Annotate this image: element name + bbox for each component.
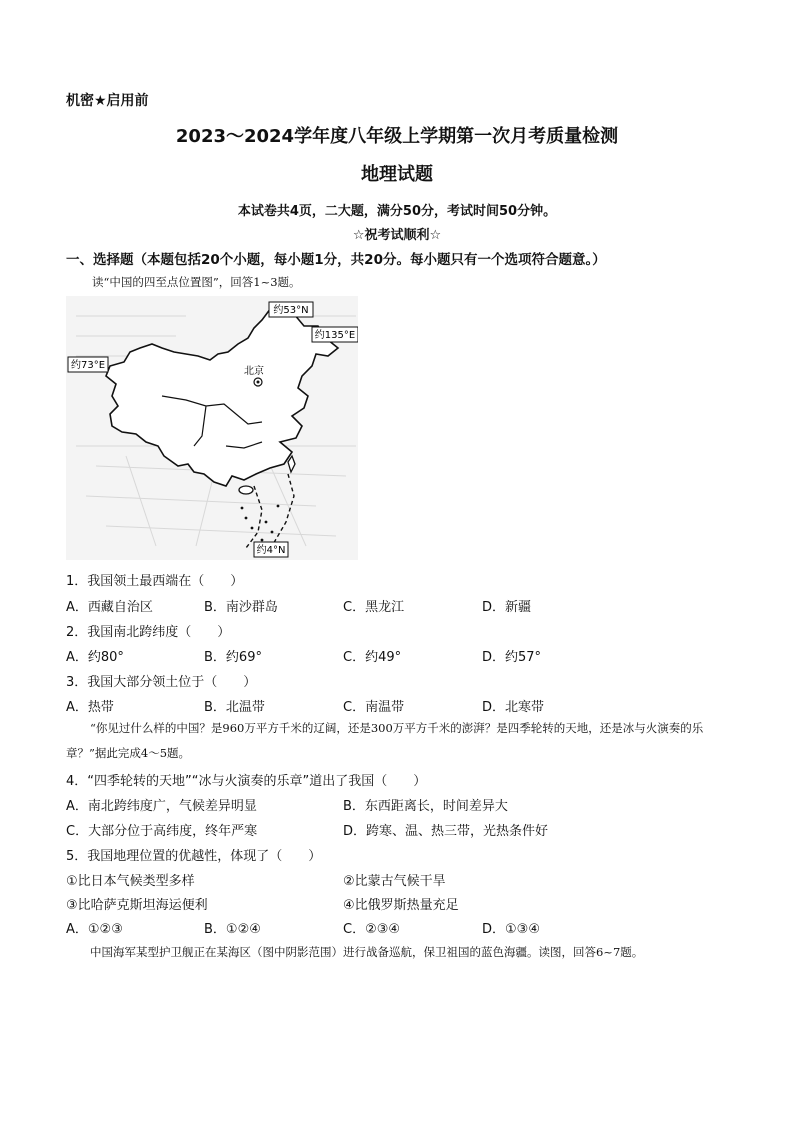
q5-option-a: A．①②③: [66, 922, 123, 937]
q5-statement-1: ①比日本气候类型多样: [66, 874, 195, 889]
q2-option-c: C．约49°: [343, 650, 402, 665]
exam-info: 本试卷共4页，二大题，满分50分，考试时间50分钟。: [237, 204, 557, 219]
question-4-stem: 4．“四季轮转的天地”“冰与火演奏的乐章”道出了我国（ ）: [66, 774, 427, 789]
passage-q6-7: 中国海军某型护卫舰正在某海区（图中阴影范围）进行战备巡航，保卫祖国的蓝色海疆。读图，回答6~7题。: [90, 945, 644, 959]
q3-option-c: C．南温带: [343, 700, 405, 715]
q1-option-a: A．西藏自治区: [66, 600, 153, 615]
q3-option-a: A．热带: [66, 700, 114, 715]
q5-statement-4: ④比俄罗斯热量充足: [343, 898, 459, 913]
intro-q1-3: 读“中国的四至点位置图”，回答1~3题。: [92, 275, 301, 289]
q4-option-c: C．大部分位于高纬度，终年严寒: [66, 824, 258, 839]
question-3-stem: 3．我国大部分领土位于（ ）: [66, 675, 257, 690]
q4-option-b: B．东西距离长，时间差异大: [343, 799, 508, 814]
q3-option-b: B．北温带: [204, 700, 265, 715]
china-extreme-points-map: [66, 296, 358, 560]
label-south: 约4°N: [256, 545, 286, 556]
label-west: 约73°E: [70, 360, 106, 371]
subject-title: 地理试题: [361, 164, 433, 185]
q4-option-a: A．南北跨纬度广，气候差异明显: [66, 799, 257, 814]
question-1-stem: 1．我国领土最西端在（ ）: [66, 574, 244, 589]
q2-option-d: D．约57°: [482, 650, 542, 665]
q2-option-b: B．约69°: [204, 650, 262, 665]
q5-option-c: C．②③④: [343, 922, 401, 937]
q1-option-b: B．南沙群岛: [204, 600, 278, 615]
confidential-label: 机密★启用前: [66, 93, 149, 109]
q5-option-d: D．①③④: [482, 922, 540, 937]
section-heading: 一、选择题（本题包括20个小题，每小题1分，共20分。每小题只有一个选项符合题意。）: [66, 252, 606, 268]
q2-option-a: A．约80°: [66, 650, 124, 665]
label-north: 约53°N: [273, 305, 309, 316]
question-5-stem: 5．我国地理位置的优越性，体现了（ ）: [66, 849, 322, 864]
q1-option-d: D．新疆: [482, 600, 532, 615]
exam-title: 2023～2024学年度八年级上学期第一次月考质量检测: [175, 126, 619, 147]
q4-option-d: D．跨寒、温、热三带，光热条件好: [343, 824, 549, 839]
q3-option-d: D．北寒带: [482, 700, 545, 715]
q1-option-c: C．黑龙江: [343, 600, 405, 615]
exam-wish: ☆祝考试顺利☆: [352, 228, 442, 243]
label-beijing: 北京: [244, 366, 264, 377]
q5-statement-2: ②比蒙古气候干旱: [343, 874, 446, 889]
passage-q4-5: “你见过什么样的中国？是960万平方千米的辽阔，还是300万平方千米的澎湃？是四季轮转的天地，还是冰与火演奏的乐章？”据此完成4～5题。: [66, 721, 704, 760]
label-east: 约135°E: [314, 330, 356, 341]
q5-option-b: B．①②④: [204, 922, 261, 937]
question-2-stem: 2．我国南北跨纬度（ ）: [66, 625, 231, 640]
q5-statement-3: ③比哈萨克斯坦海运便利: [66, 898, 208, 913]
